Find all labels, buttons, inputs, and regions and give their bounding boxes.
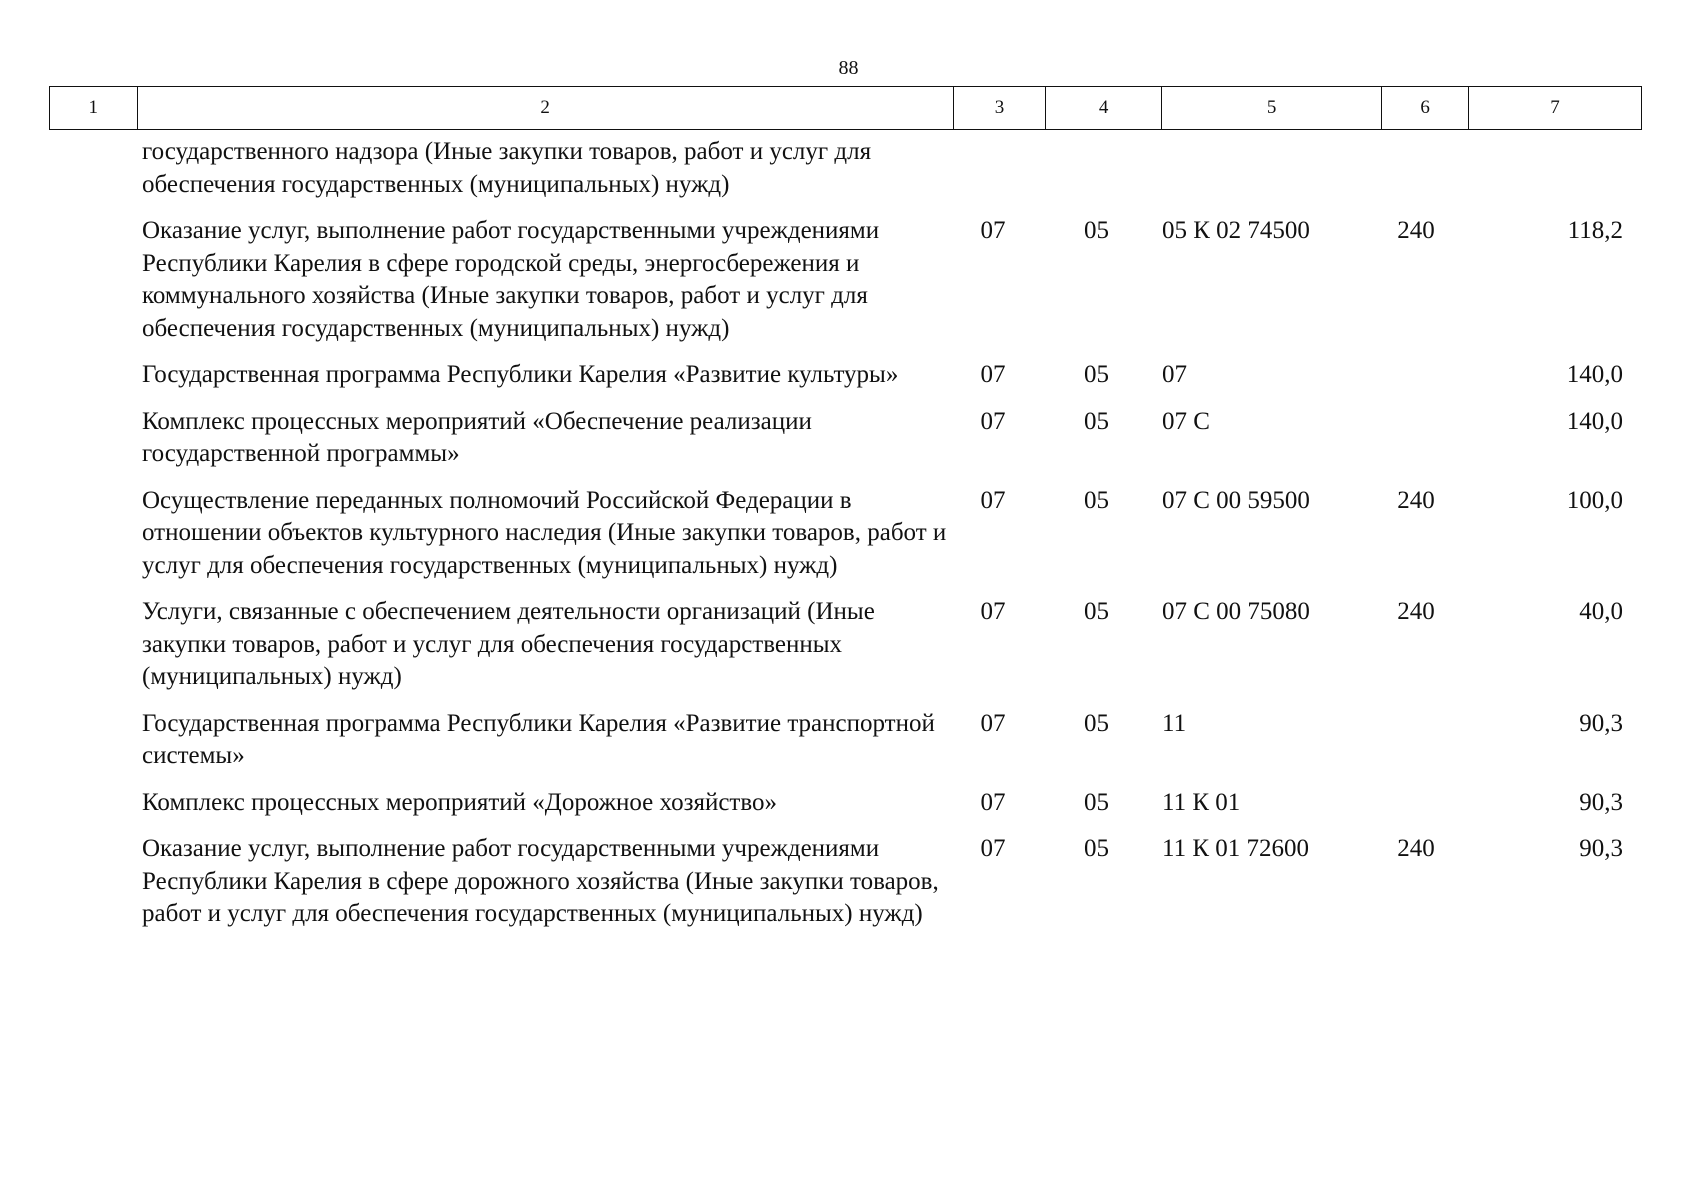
row-subsection: 05	[1084, 407, 1109, 435]
row-section: 07	[980, 835, 1006, 862]
row-subsection: 05	[1084, 217, 1109, 244]
column-header-2: 2	[137, 87, 953, 130]
row-name: Оказание услуг, выполнение работ государственными учреждениями Республики Карелия в сфере городской среды, энергосбережения и коммунального хозяйства (Иные закупки товаров, работ и услуг для обеспечения государственных (муниципальных) нужд)	[142, 217, 880, 342]
row-name: Комплекс процессных мероприятий «Дорожное хозяйство»	[142, 788, 777, 816]
column-header-3: 3	[953, 87, 1046, 130]
row-expense-type: 240	[1397, 217, 1435, 244]
table-row	[49, 136, 1642, 201]
row-section: 07	[980, 217, 1006, 244]
budget-table-body	[49, 136, 1642, 945]
column-header-6: 6	[1382, 87, 1469, 130]
table-row	[49, 596, 1642, 694]
row-subsection: 05	[1084, 361, 1109, 388]
column-header-4: 4	[1046, 87, 1162, 130]
row-target-code: 11	[1162, 709, 1187, 737]
row-subsection: 05	[1084, 486, 1109, 514]
row-name: государственного надзора (Иные закупки товаров, работ и услуг для обеспечения государственных (муниципальных) нужд)	[142, 138, 872, 198]
row-amount: 100,0	[1566, 486, 1623, 514]
table-row	[49, 485, 1642, 583]
row-target-code: 05 К 02 74500	[1162, 217, 1310, 244]
row-amount: 90,3	[1579, 709, 1623, 737]
row-amount: 140,0	[1566, 407, 1623, 435]
column-header-5: 5	[1161, 87, 1381, 130]
row-expense-type: 240	[1397, 486, 1435, 514]
row-section: 07	[980, 788, 1006, 816]
row-expense-type: 240	[1397, 835, 1435, 862]
row-section: 07	[980, 709, 1006, 737]
row-subsection: 05	[1084, 598, 1109, 625]
row-section: 07	[980, 361, 1006, 388]
row-name: Оказание услуг, выполнение работ государственными учреждениями Республики Карелия в сфере дорожного хозяйства (Иные закупки товаров, работ и услуг для обеспечения государственных (муниципальных) нужд)	[142, 835, 939, 927]
row-section: 07	[980, 598, 1006, 625]
column-header-row	[50, 87, 1642, 130]
row-amount: 140,0	[1566, 361, 1623, 388]
row-name: Государственная программа Республики Карелия «Развитие культуры»	[142, 361, 899, 388]
row-name: Услуги, связанные с обеспечением деятельности организаций (Иные закупки товаров, работ и услуг для обеспечения государственных (муниципальных) нужд)	[142, 598, 875, 690]
row-section: 07	[980, 486, 1006, 514]
row-target-code: 07 С	[1162, 407, 1210, 435]
column-header-table	[49, 86, 1642, 130]
row-target-code: 07	[1162, 361, 1187, 388]
row-target-code: 07 С 00 75080	[1162, 598, 1310, 625]
table-row	[49, 215, 1642, 345]
row-subsection: 05	[1084, 788, 1109, 816]
row-amount: 90,3	[1579, 788, 1623, 816]
row-amount: 90,3	[1579, 835, 1623, 862]
row-subsection: 05	[1084, 709, 1109, 737]
row-target-code: 11 К 01	[1162, 788, 1241, 816]
row-amount: 40,0	[1579, 598, 1623, 625]
column-header-1: 1	[50, 87, 138, 130]
row-target-code: 11 К 01 72600	[1162, 835, 1309, 862]
table-row	[49, 708, 1642, 773]
row-name: Государственная программа Республики Карелия «Развитие транспортной системы»	[142, 709, 935, 769]
row-target-code: 07 С 00 59500	[1162, 486, 1310, 514]
row-expense-type: 240	[1397, 598, 1435, 625]
table-row	[49, 833, 1642, 931]
row-name: Комплекс процессных мероприятий «Обеспечение реализации государственной программы»	[142, 407, 812, 467]
row-subsection: 05	[1084, 835, 1109, 862]
table-row	[49, 406, 1642, 471]
page-number: 88	[838, 57, 859, 79]
row-name: Осуществление переданных полномочий Российской Федерации в отношении объектов культурного наследия (Иные закупки товаров, работ и услуг для обеспечения государственных (муниципальных) нужд)	[142, 486, 947, 579]
table-row	[49, 787, 1642, 820]
table-row	[49, 359, 1642, 392]
column-header-7: 7	[1468, 87, 1641, 130]
row-section: 07	[980, 407, 1006, 435]
row-amount: 118,2	[1567, 217, 1623, 244]
